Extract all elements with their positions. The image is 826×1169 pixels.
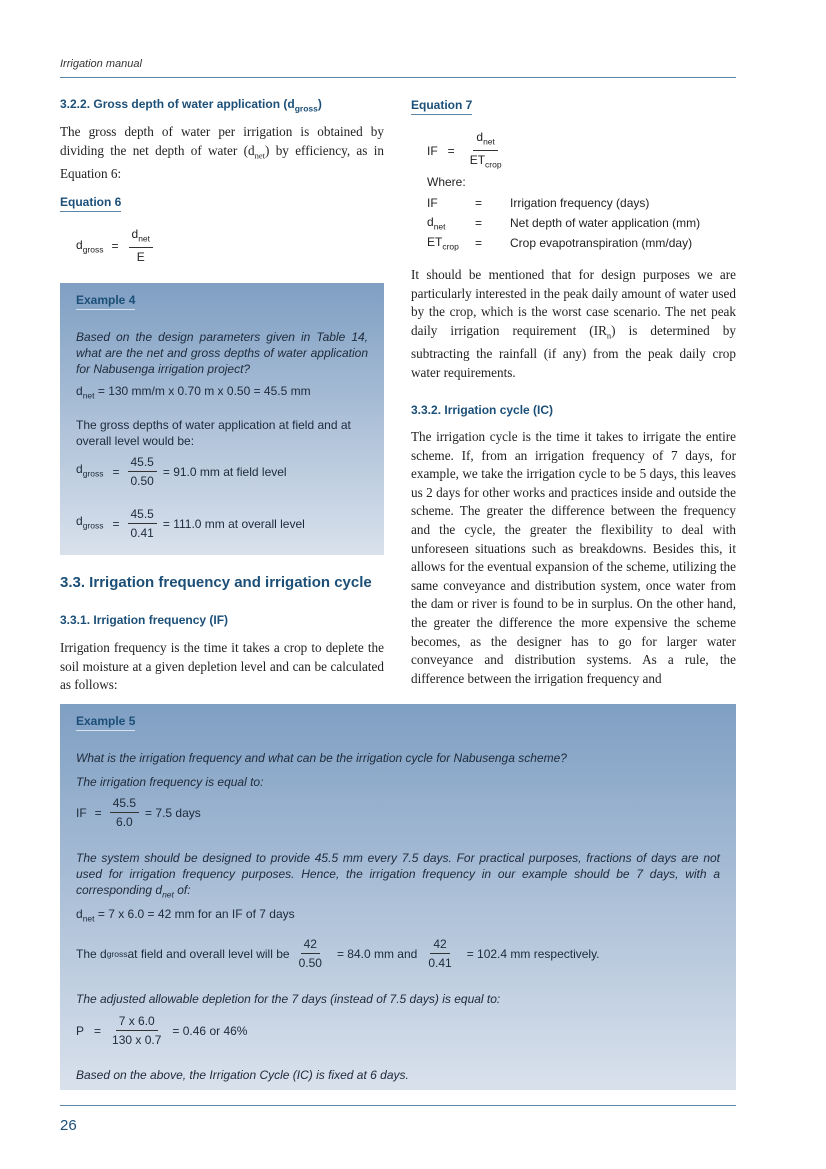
equation-6: $d_{gross}$ = $\frac{d_{net}}{E}$ [76, 227, 157, 264]
section-3-3-2-title: 3.3.2. Irrigation cycle (IC) [411, 403, 554, 417]
example-4-field-level: $d_{gross}$ = $\frac{45.5}{0.50}$ = 91.0 mm at field level [76, 455, 287, 488]
definition-row: $ET_{crop}$ = Crop evapotranspiration (mm/day) [427, 234, 693, 252]
equation-7-label-wrap [411, 96, 472, 115]
equation-6-label-wrap [60, 193, 121, 212]
equation-7-label: Equation 7 [411, 98, 472, 115]
example-5-line-1: The irrigation frequency is equal to: [76, 775, 264, 789]
example-4-title: Example 4 [76, 293, 135, 310]
example-5-paragraph: The system should be designed to provide 45.5 mm every 7.5 days. For practical purposes, fractions of days are not used for irrigation frequency purposes. Hence, the irrigation frequency in our example should be 7 days, with a corresponding $d_{net}$ of: [76, 851, 720, 900]
example-5-title: Example 5 [76, 714, 135, 731]
equation-7-fraction: $\frac{d_{net}}{ET_{crop}}$ [469, 130, 502, 170]
example-5-p-formula: P = $\frac{7 x 6.0}{130 x 0.7}$ = 0.46 or 46% [76, 1014, 248, 1047]
example-5-if-formula: IF = $\frac{45.5}{6.0}$ = 7.5 days [76, 796, 201, 829]
example-4-text: The gross depths of water application at field and at overall level would be: [76, 418, 351, 448]
equation-6-fraction: $\frac{d_{net}}{E}$ [129, 227, 154, 264]
equation-7: IF = $\frac{d_{net}}{ET_{crop}}$ [427, 130, 509, 172]
example-5-dgross: The d gross at field and overall level will be $\frac{42}{0.50}$ = 84.0 mm and $\frac{42}{0.41}$ = 102.4 mm respectively. [76, 937, 600, 970]
page-number: 26 [60, 1117, 77, 1134]
section-3-3-1-title: 3.3.1. Irrigation frequency (IF) [60, 613, 229, 627]
section-3-3-2-paragraph: The irrigation cycle is the time it takes to irrigate the entire scheme. If, from an irrigation frequency of 7 days, for example, we take the irrigation cycle to be 5 days, this leaves us 2 days for other works and practices inside and outside the scheme. The greater the difference between the frequency and the cycle, the greater the flexibility to deal with unforeseen situations such as breakdowns. Besides this, it allows for the eventual expansion of the scheme, utilizing the same conveyance and distribution system, once water from the dam or river is found to be in surplus. On the other hand, the greater the difference the more expensive the scheme becomes, as the designer has to go for larger water conveyance and distribution systems. As a rule, the difference between the irrigation frequency and [411, 429, 736, 686]
running-header: Irrigation manual [60, 58, 142, 70]
footer-rule [60, 1105, 736, 1106]
peak-requirement-paragraph: It should be mentioned that for design purposes we are particularly interested in the peak daily amount of water used by the crop, which is the worst case scenario. The net peak daily irrigation requirement $(IR_n)$ is determined by subtracting the rainfall (if any) from the peak daily crop water requirements. [411, 267, 736, 380]
section-3-2-2-title: 3.2.2. Gross depth of water application $(d_{gross})$ [60, 97, 322, 114]
definition-row: IF = Irrigation frequency (days) [427, 196, 650, 210]
section-3-2-2-paragraph: The gross depth of water per irrigation is obtained by dividing the net depth of water $(d_{net})$ by efficiency, as in Equation 6: [60, 124, 384, 181]
example-4-dnet: $d_{net} = 130$ mm/m x 0.70 m x 0.50 = 45.5 mm [76, 384, 311, 401]
example-4-overall-level: $d_{gross}$ = $\frac{45.5}{0.41}$ = 111.0 mm at overall level [76, 507, 305, 540]
definition-row: $d_{net}$ = Net depth of water application (mm) [427, 214, 701, 232]
definitions-list [427, 193, 737, 253]
where-label: Where: [427, 175, 466, 189]
section-3-3-1-paragraph: Irrigation frequency is the time it takes a crop to deplete the soil moisture at a given depletion level and can be calculated as follows: [60, 640, 384, 693]
example-5-dnet: $d_{net} = 7$ x 6.0 = 42 mm for an IF of 7 days [76, 907, 295, 924]
header-rule [60, 77, 736, 78]
example-4-question: Based on the design parameters given in Table 14, what are the net and gross depths of water application for Nabusenga irrigation project? [76, 330, 368, 376]
equation-6-label: Equation 6 [60, 195, 121, 212]
example-5-box [60, 704, 736, 1090]
example-4-box [60, 283, 384, 555]
example-5-question: What is the irrigation frequency and what can be the irrigation cycle for Nabusenga scheme? [76, 751, 567, 765]
example-5-conclusion: Based on the above, the Irrigation Cycle (IC) is fixed at 6 days. [76, 1068, 409, 1082]
example-5-line-5: The adjusted allowable depletion for the 7 days (instead of 7.5 days) is equal to: [76, 992, 501, 1006]
section-3-3-title: 3.3. Irrigation frequency and irrigation cycle [60, 574, 372, 591]
